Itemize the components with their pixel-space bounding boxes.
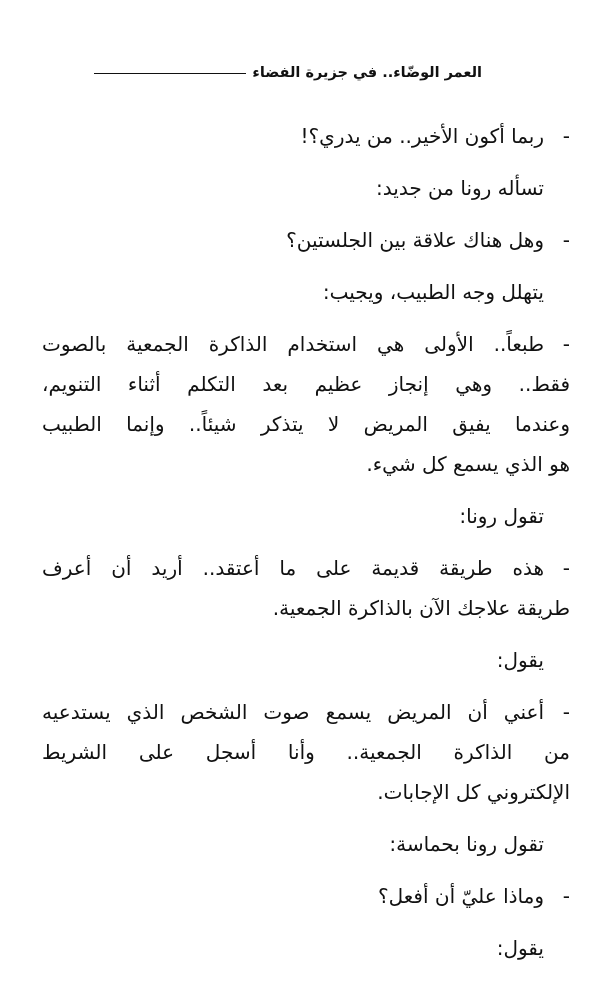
dialogue-dash: - bbox=[562, 124, 570, 148]
paragraph-line bbox=[42, 692, 570, 732]
narration-line bbox=[42, 824, 570, 864]
dialogue-line bbox=[42, 876, 570, 916]
paragraph-line bbox=[42, 324, 570, 364]
narration-text: يقول: bbox=[496, 648, 544, 672]
paragraph-line bbox=[42, 364, 570, 404]
paragraph-text: وعندما يفيق المريض لا يتذكر شيئاً.. وإنما الطبيب bbox=[42, 412, 570, 436]
dialogue-dash: - bbox=[562, 884, 570, 908]
dialogue-dash: - bbox=[562, 700, 570, 724]
paragraph-text: هو الذي يسمع كل شيء. bbox=[366, 452, 570, 476]
dialogue-paragraph bbox=[42, 692, 570, 812]
dialogue-dash: - bbox=[562, 228, 570, 252]
narration-text: يقول: bbox=[496, 936, 544, 960]
narration-text: يتهلل وجه الطبيب، ويجيب: bbox=[322, 280, 544, 304]
dialogue-paragraph bbox=[42, 548, 570, 628]
paragraph-text: هذه طريقة قديمة على ما أعتقد.. أريد أن أعرف bbox=[42, 556, 544, 580]
paragraph-text: الإلكتروني كل الإجابات. bbox=[377, 780, 570, 804]
paragraph-text: فقط.. وهي إنجاز عظيم بعد التكلم أثناء التنويم، bbox=[42, 372, 570, 396]
narration-line bbox=[42, 168, 570, 208]
header-title: العمر الوضّاء.. في جزيرة الفضاء bbox=[252, 65, 482, 81]
header-rule bbox=[94, 73, 246, 74]
dialogue-paragraph bbox=[42, 324, 570, 484]
paragraph-text: من الذاكرة الجمعية.. وأنا أسجل على الشريط bbox=[42, 740, 570, 764]
narration-text: تقول رونا: bbox=[459, 504, 544, 528]
dialogue-text: وهل هناك علاقة بين الجلستين؟ bbox=[286, 228, 544, 252]
dialogue-dash: - bbox=[562, 556, 570, 580]
narration-line bbox=[42, 272, 570, 312]
dialogue-line bbox=[42, 220, 570, 260]
dialogue-dash: - bbox=[562, 332, 570, 356]
narration-line bbox=[42, 496, 570, 536]
running-header bbox=[42, 58, 482, 88]
paragraph-text: طريقة علاجك الآن بالذاكرة الجمعية. bbox=[272, 596, 570, 620]
narration-line bbox=[42, 928, 570, 968]
paragraph-line bbox=[42, 548, 570, 588]
paragraph-line bbox=[42, 404, 570, 444]
paragraph-line bbox=[42, 444, 570, 484]
narration-text: تسأله رونا من جديد: bbox=[376, 176, 544, 200]
dialogue-text: وماذا عليّ أن أفعل؟ bbox=[378, 884, 544, 908]
page-body bbox=[42, 116, 570, 980]
dialogue-text: ربما أكون الأخير.. من يدري؟! bbox=[300, 124, 544, 148]
narration-line bbox=[42, 640, 570, 680]
paragraph-line bbox=[42, 588, 570, 628]
dialogue-line bbox=[42, 116, 570, 156]
paragraph-text: أعني أن المريض يسمع صوت الشخص الذي يستدعيه bbox=[42, 700, 544, 724]
narration-text: تقول رونا بحماسة: bbox=[389, 832, 544, 856]
paragraph-line bbox=[42, 732, 570, 772]
paragraph-text: طبعاً.. الأولى هي استخدام الذاكرة الجمعية بالصوت bbox=[42, 332, 544, 356]
paragraph-line bbox=[42, 772, 570, 812]
